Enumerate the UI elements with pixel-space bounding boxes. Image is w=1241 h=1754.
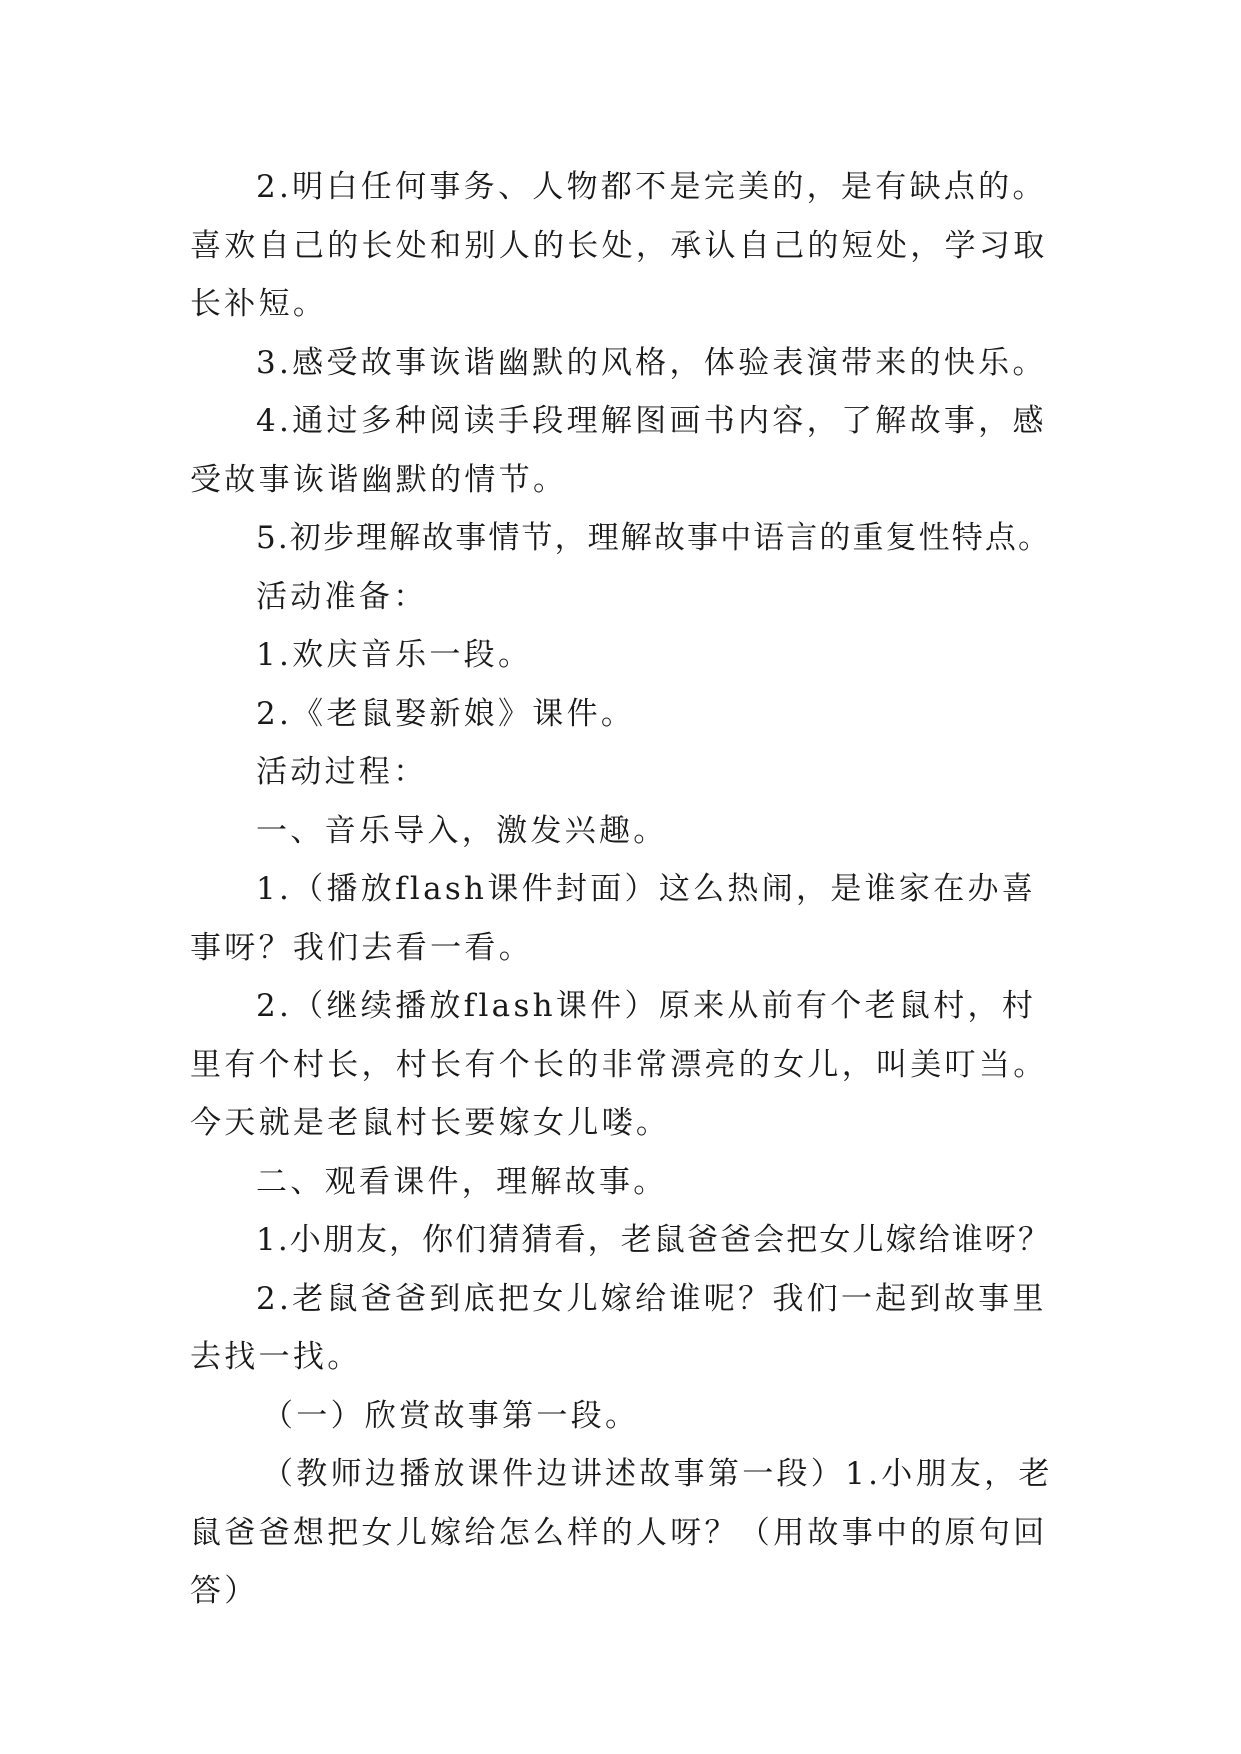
process-step-1-heading: 一、音乐导入，激发兴趣。 [256, 812, 668, 849]
story-part-1-heading: （一）欣赏故事第一段。 [262, 1397, 640, 1434]
objective-3: 3.感受故事诙谐幽默的风格，体验表演带来的快乐。 [256, 344, 1047, 381]
process-step-2-item-2: 2.老鼠爸爸到底把女儿嫁给谁呢？我们一起到故事里去找一找。 [190, 1280, 1047, 1375]
preparation-item-1: 1.欢庆音乐一段。 [256, 637, 533, 673]
objective-4: 4.通过多种阅读手段理解图画书内容，了解故事，感受故事诙谐幽默的情节。 [190, 403, 1047, 498]
objective-5: 5.初步理解故事情节，理解故事中语言的重复性特点。 [256, 520, 1052, 556]
section-heading-preparation: 活动准备： [256, 578, 428, 615]
objective-2: 2.明白任何事务、人物都不是完美的，是有缺点的。喜欢自己的长处和别人的长处，承认自己的短处，学习取长补短。 [190, 169, 1048, 322]
process-step-1-item-2: 2.（继续播放flash课件）原来从前有个老鼠村，村里有个村长，村长有个长的非常漂亮的女儿，叫美叮当。今天就是老鼠村长要嫁女儿喽。 [190, 988, 1048, 1141]
document-body [190, 158, 1060, 1621]
preparation-item-2: 2.《老鼠娶新娘》课件。 [256, 695, 636, 732]
story-part-1-question: （教师边播放课件边讲述故事第一段）1.小朋友，老鼠爸爸想把女儿嫁给怎么样的人呀？（用故事中的原句回答） [190, 1456, 1053, 1609]
process-step-2-item-1: 1.小朋友，你们猜猜看，老鼠爸爸会把女儿嫁给谁呀？ [256, 1222, 1052, 1258]
process-step-1-item-1: 1.（播放flash课件封面）这么热闹，是谁家在办喜事呀？我们去看一看。 [190, 871, 1037, 966]
process-step-2-heading: 二、观看课件，理解故事。 [256, 1163, 668, 1200]
section-heading-process: 活动过程： [256, 754, 428, 790]
